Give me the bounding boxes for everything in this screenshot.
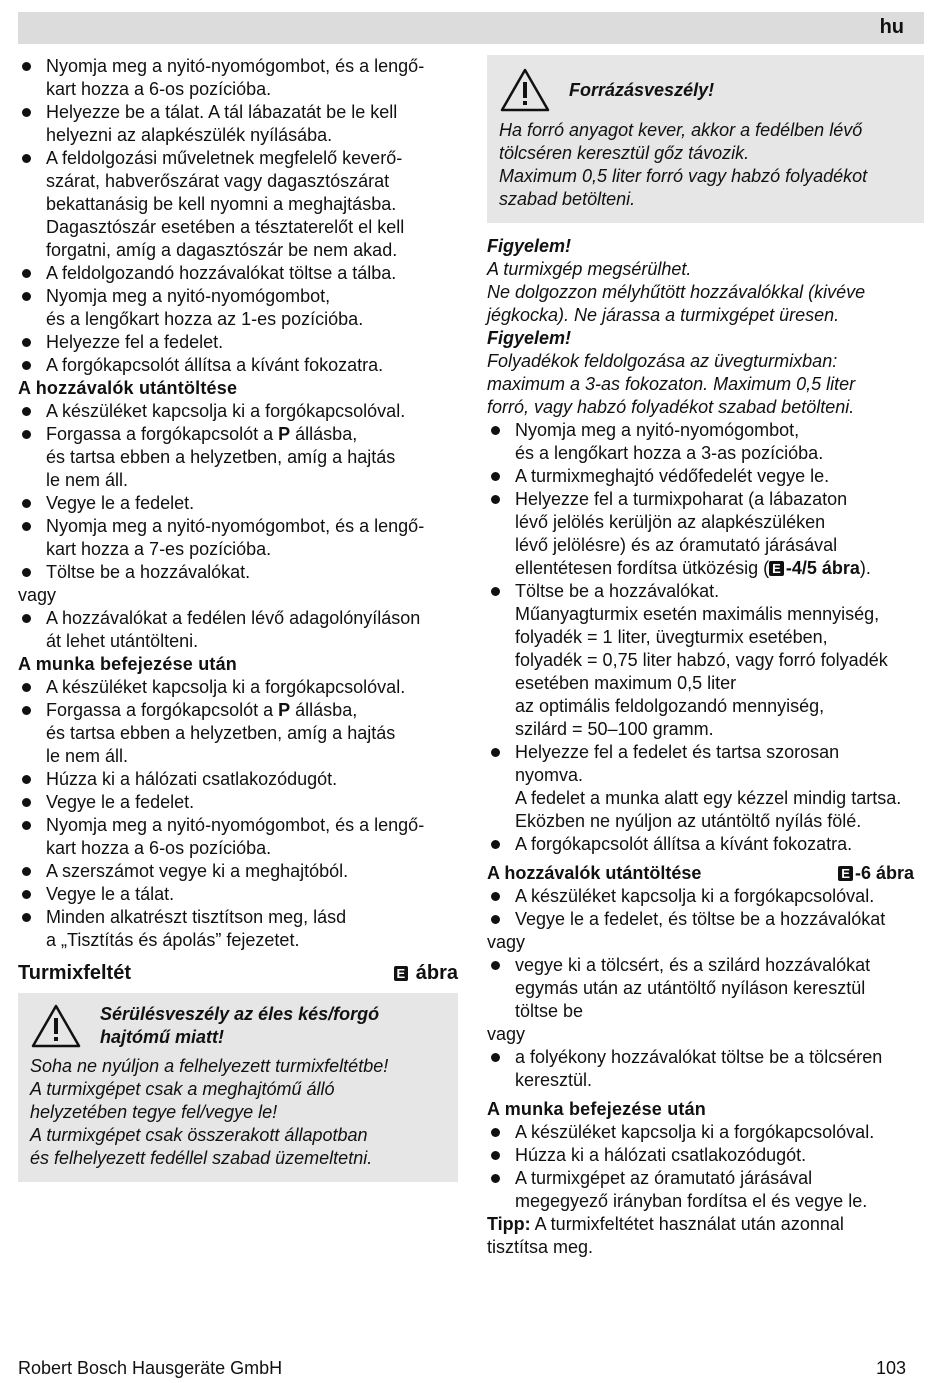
footer — [18, 1357, 924, 1380]
list-item: A feldolgozási műveletnek megfelelő keverő- szárat, habverőszárat vagy dagasztószárat bekattanásig be kell nyomni a meghajtásba. Dagasztószár esetében a tésztaterelőt el kell forgatni, amíg a dagasztószár be nem akad. — [18, 147, 458, 262]
bullet-list — [487, 1046, 924, 1092]
section-heading: A hozzávalók utántöltése — [18, 378, 238, 398]
list-item: Vegye le a fedelet, és töltse be a hozzávalókat — [487, 908, 924, 931]
attention-body: Folyadékok feldolgozása az üvegturmixban: maximum a 3-as fokozaton. Maximum 0,5 liter forró, vagy habzó folyadékot szabad betölteni. — [487, 351, 856, 417]
list-item: Minden alkatrészt tisztítson meg, lásd a „Tisztítás és ápolás” fejezetet. — [18, 906, 458, 952]
list-item: Vegye le a tálat. — [18, 883, 458, 906]
bullet-list — [487, 465, 924, 488]
list-item: Vegye le a fedelet. — [18, 791, 458, 814]
section-title: Turmixfeltét — [18, 962, 131, 984]
section-heading-row — [487, 862, 924, 885]
warning-box — [18, 993, 458, 1182]
list-item: A készüléket kapcsolja ki a forgókapcsolóval. — [487, 1121, 924, 1144]
warning-body: Soha ne nyúljon a felhelyezett turmixfeltétbe! A turmixgépet csak a meghajtómű álló helyzetében tegye fel/vegye le! A turmixgépet csak összerakott állapotban és felhelyezett fedéllel szabad üzemeltetni. — [30, 1056, 389, 1168]
list-item: Forgassa a forgókapcsolót a P állásba, és tartsa ebben a helyzetben, amíg a hajtás le nem áll. — [18, 699, 458, 768]
page-number: 103 — [875, 1358, 906, 1378]
bullet-list — [487, 1167, 924, 1213]
bullet-list — [487, 885, 924, 908]
bullet-list — [487, 741, 924, 833]
figure-letter: E — [838, 866, 853, 881]
or-text: vagy — [487, 932, 526, 952]
list-item: Töltse be a hozzávalókat. Műanyagturmix esetén maximális mennyiség, folyadék = 1 liter, üvegturmix esetében, folyadék = 0,75 liter habzó, vagy forró folyadék esetében maximum 0,5 liter az optimális feldolgozandó mennyiség, szilárd = 50–100 gramm. — [487, 580, 924, 741]
list-item: A turmixgépet az óramutató járásával megegyező irányban fordítsa el és vegye le. — [487, 1167, 924, 1213]
list-item: Nyomja meg a nyitó-nyomógombot, és a lengő- kart hozza a 7-es pozícióba. — [18, 515, 458, 561]
figure-reference: E -6 ábra — [838, 862, 914, 885]
list-item: Nyomja meg a nyitó-nyomógombot, és a lengő- kart hozza a 6-os pozícióba. — [18, 55, 458, 101]
bullet-list — [487, 1144, 924, 1167]
list-item: A hozzávalókat a fedélen lévő adagolónyíláson át lehet utántölteni. — [18, 607, 458, 653]
warning-box — [487, 55, 924, 223]
list-item: Húzza ki a hálózati csatlakozódugót. — [18, 768, 458, 791]
section-heading: A munka befejezése után — [487, 1099, 707, 1119]
section-heading: A munka befejezése után — [18, 654, 238, 674]
list-item: Vegye le a fedelet. — [18, 492, 458, 515]
warning-title: Forrázásveszély! — [569, 79, 715, 100]
list-item: A feldolgozandó hozzávalókat töltse a tálba. — [18, 262, 458, 285]
attention-title: Figyelem! — [487, 328, 572, 348]
list-item: A turmixmeghajtó védőfedelét vegye le. — [487, 465, 924, 488]
tip: Tipp: A turmixfeltétet használat után azonnal tisztítsa meg. — [487, 1214, 844, 1257]
or-text: vagy — [18, 585, 57, 605]
list-item: A forgókapcsolót állítsa a kívánt fokozatra. — [487, 833, 924, 856]
list-item: Nyomja meg a nyitó-nyomógombot, és a lengőkart hozza az 1-es pozícióba. — [18, 285, 458, 331]
left-column — [18, 55, 458, 1182]
bullet-list — [18, 492, 458, 584]
figure-reference: E ábra — [394, 962, 458, 985]
list-item: Töltse be a hozzávalókat. — [18, 561, 458, 584]
bullet-list — [487, 580, 924, 741]
list-item: A forgókapcsolót állítsa a kívánt fokozatra. — [18, 354, 458, 377]
warning-triangle-icon — [499, 67, 551, 113]
list-item: A készüléket kapcsolja ki a forgókapcsolóval. — [18, 676, 458, 699]
list-item: Forgassa a forgókapcsolót a P állásba, és tartsa ebben a helyzetben, amíg a hajtás le nem áll. — [18, 423, 458, 492]
bullet-list — [487, 419, 924, 465]
warning-title: Sérülésveszély az éles kés/forgó hajtómű miatt! — [100, 1004, 380, 1047]
attention-title: Figyelem! — [487, 236, 572, 256]
company-name: Robert Bosch Hausgeräte GmbH — [18, 1358, 283, 1378]
warning-body: Ha forró anyagot kever, akkor a fedélben lévő tölcséren keresztül gőz távozik. Maximum 0,5 liter forró vagy habzó folyadékot szabad betölteni. — [499, 120, 868, 209]
figure-letter: E — [394, 966, 409, 981]
language-code: hu — [879, 16, 904, 38]
attention-body: A turmixgép megsérülhet. Ne dolgozzon mélyhűtött hozzávalókkal (kivéve jégkocka). Ne járassa a turmixgépet üresen. — [487, 259, 866, 325]
or-text: vagy — [487, 1024, 526, 1044]
list-item: Húzza ki a hálózati csatlakozódugót. — [487, 1144, 924, 1167]
tip-label: Tipp: — [487, 1214, 531, 1234]
bullet-list — [487, 908, 924, 931]
list-item: Helyezze fel a fedelet. — [18, 331, 458, 354]
header-bar — [18, 12, 924, 44]
list-item: Nyomja meg a nyitó-nyomógombot, és a lengő- kart hozza a 6-os pozícióba. — [18, 814, 458, 860]
bullet-list — [487, 833, 924, 856]
list-item: Nyomja meg a nyitó-nyomógombot, és a lengőkart hozza a 3-as pozícióba. — [487, 419, 924, 465]
list-item: a folyékony hozzávalókat töltse be a tölcséren keresztül. — [487, 1046, 924, 1092]
section-heading: A hozzávalók utántöltése — [487, 863, 702, 883]
bullet-list — [18, 55, 458, 377]
bullet-list — [487, 954, 924, 1023]
list-item: A készüléket kapcsolja ki a forgókapcsolóval. — [18, 400, 458, 423]
list-item: A készüléket kapcsolja ki a forgókapcsolóval. — [487, 885, 924, 908]
list-item: vegye ki a tölcsért, és a szilárd hozzávalókat egymás után az utántöltő nyíláson keresztül töltse be — [487, 954, 924, 1023]
list-item: A szerszámot vegye ki a meghajtóból. — [18, 860, 458, 883]
bullet-list — [487, 1121, 924, 1144]
bullet-list — [18, 768, 458, 952]
list-item: Helyezze fel a turmixpoharat (a lábazaton lévő jelölés kerüljön az alapkészüléken lévő jelölésre) és az óramutató járásával ellentétesen fordítsa ütközésig ( E -4/5 ábra). — [487, 488, 924, 580]
warning-triangle-icon — [30, 1003, 82, 1049]
bullet-list — [18, 607, 458, 653]
figure-letter: E — [769, 561, 784, 576]
list-item: Helyezze fel a fedelet és tartsa szorosan nyomva. A fedelet a munka alatt egy kézzel mindig tartsa. Eközben ne nyúljon az utántöltő nyílás fölé. — [487, 741, 924, 833]
section-title-row — [18, 962, 458, 985]
right-column — [487, 55, 924, 1259]
list-item: Helyezze be a tálat. A tál lábazatát be le kell helyezni az alapkészülék nyílásába. — [18, 101, 458, 147]
